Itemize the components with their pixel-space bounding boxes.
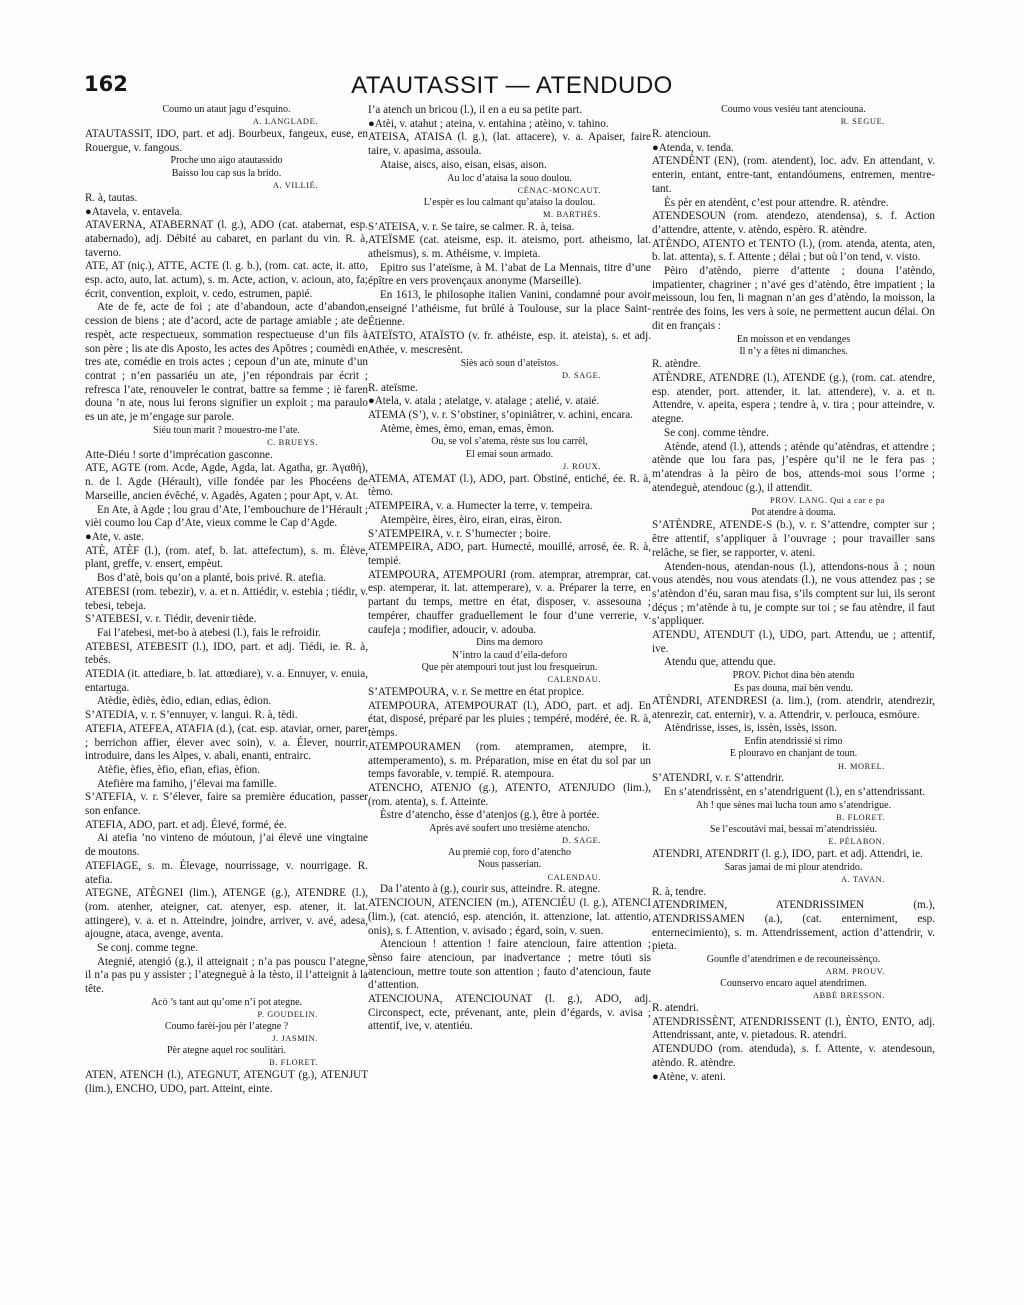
entry-paragraph: ATENDU, ATENDUT (l.), UDO, part. Attendu, ue ; attentif, ive.: [652, 629, 935, 655]
quotation-author: P. GOUDELIN.: [257, 1010, 318, 1020]
quotation-author: CALENDAU.: [547, 675, 601, 685]
entry-example: Atendu que, attendu que.: [664, 656, 776, 669]
entry-paragraph: R. atendri.: [652, 1002, 699, 1015]
quotation-line: Il n’y a fêtes ni dimanches.: [739, 345, 848, 357]
quotation-author: J. ROUX.: [562, 462, 601, 472]
entry-example: Bos d’atè, bois qu’on a planté, bois privé. R. atefia.: [97, 572, 326, 585]
entry-paragraph: ATENDUDO (rom. atenduda), s. f. Attente, v. atendesoun, atèndo. R. atèndre.: [652, 1043, 935, 1069]
entry-paragraph: ATENDRISSÈNT, ATENDRISSENT (l.), ÈNTO, ENTO, adj. Attendrissant, ante, v. pietadous. R. atendri.: [652, 1015, 935, 1042]
entry-paragraph: ATEMPOURAMEN (rom. atempramen, atempre, it. attemperamento), s. m. Préparation, mise en état du sol par un temps favorable, v. tempié. R. atempoura.: [368, 740, 651, 781]
entry-paragraph: ●Atavela, v. entavela.: [85, 205, 183, 218]
entry-paragraph: ATEMPEIRA, v. a. Humecter la terre, v. tempeira.: [368, 500, 593, 513]
entry-paragraph: S’ATENDRI, v. r. S’attendrir.: [652, 772, 785, 785]
quotation-author: J. JASMIN.: [272, 1034, 318, 1044]
entry-paragraph: ATEÏSME (cat. ateisme, esp. it. ateismo, port. atheismo, lat. atheismus), s. m. Athéisme, v. impieta.: [368, 234, 651, 260]
entry-paragraph: Atte-Diéu ! sorte d’imprécation gasconne.: [85, 448, 273, 461]
entry-example: Èstre d’atencho, èsse d’atenjos (g.), être à portée.: [380, 809, 600, 822]
entry-paragraph: S’ATEISA, v. r. Se taire, se calmer. R. à, teisa.: [368, 220, 575, 233]
quotation-author: R. SEGUE.: [840, 117, 885, 127]
quotation-author: E. PÉLABON.: [828, 837, 885, 847]
quotation-line: Gounfle d’atendrimen e de recouneissènço.: [706, 954, 881, 966]
quotation-line: Coumo un ataut jagu d’esquino.: [162, 104, 291, 115]
entry-paragraph: ATAUTASSIT, IDO, part. et adj. Bourbeux, fangeux, euse, en Rouergue, v. fangous.: [85, 128, 368, 154]
quotation-line: Coumo vous vesiéu tant atenciouna.: [721, 104, 866, 115]
column-middle: [368, 104, 651, 1300]
quotation-line: Es pas douna, mai bèn vendu.: [733, 682, 854, 694]
entry-paragraph: ATEBESI (rom. tebezir), v. a. et n. Attiédir, v. estebia ; tiédir, v. tebesi, tebeja.: [85, 585, 368, 612]
page-header: [84, 72, 940, 106]
entry-paragraph: S’ATEDIA, v. r. S’ennuyer, v. langui. R. à, tèdi.: [85, 709, 298, 722]
quotation-line: Pot atendre à douma.: [751, 506, 836, 518]
quotation-author: B. FLORET.: [269, 1058, 318, 1068]
quotation-line: Acò ’s tant aut qu’ome n’i pot ategne.: [150, 996, 303, 1008]
entry-paragraph: S’ATEMPOURA, v. r. Se mettre en état propice.: [368, 686, 585, 699]
quotation-line: N’intro la caud d’eila-deforo: [451, 649, 568, 661]
entry-paragraph: ●Atenda, v. tenda.: [652, 141, 734, 154]
entry-paragraph: ATENCIOUNA, ATENCIOUNAT (l. g.), ADO, adj. Circonspect, ecte, prévenant, ante, plein d’égards, v. avisa ; attentif, ive, v. atentiéu.: [368, 993, 651, 1033]
quotation-author: D. SAGE.: [562, 836, 601, 846]
quotation-line: Siès acò soun d’ateïstos.: [460, 357, 559, 369]
column-right: [652, 104, 935, 1300]
entry-paragraph: ATEFIA, ATEFEA, ATAFIA (d.), (cat. esp. ataviar, orner, parer ; berrichon affier, élever avec soin), v. a. Élever, nourrir, introduire, dans les Alpes, v. abali, enanti, entrairc.: [85, 722, 368, 763]
entry-example: Se conj. comme tèndre.: [664, 426, 769, 439]
entry-paragraph: ATÈNDRE, ATENDRE (l.), ATENDE (g.), (rom. cat. atendre, esp. atender, port. attender, it. lat. attendere), v. a. et n. Attendre, v. apeita, espera ; tendre à, v. tira ; pour atteindre, v. ategne.: [652, 372, 935, 426]
quotation-line: Counservo encaro aquel atendrimen.: [720, 978, 867, 990]
entry-paragraph: ATÈNDO, ATENTO et TENTO (l.), (rom. atenda, atenta, aten, b. lat. attenta), s. f. Attente ; délai ; but où l’on tend, v. visto.: [652, 237, 935, 264]
quotation-author: ARM. PROUV.: [825, 967, 885, 977]
entry-example: Atefière ma famiho, j’élevai ma famille.: [97, 777, 277, 790]
quotation-author: A. LANGLADE.: [252, 117, 318, 127]
entry-example: En s’atendrissènt, en s’atendriguent (l.), en s’attendrissant.: [664, 786, 926, 799]
quotation-author: ABBÉ BRESSON.: [812, 991, 885, 1001]
entry-paragraph: ATENCIOUN, ATENCIEN (m.), ATENCIÉU (l. g.), ATENCI (lim.), (cat. atenció, esp. atención, it. attenzione, lat. attentio, onis), s. f. Attention, v. avisado ; égard, soin, v. suen.: [368, 897, 651, 937]
entry-example: En 1613, le philosophe italien Vanini, condamné pour avoir enseigné l’athéisme, fut brûlé à Toulouse, sur la place Saint-Étienne.: [368, 289, 651, 329]
quotation-line: Baisso lou cap sus la brido.: [171, 167, 282, 179]
quotation-line: E plouravo en chanjant de toun.: [729, 748, 858, 760]
entry-paragraph: R. à, tautas.: [85, 191, 138, 204]
entry-paragraph: ATENDRIMEN, ATENDRISSIMEN (m.), ATENDRISSAMEN (a.), (cat. enterniment, esp. enternecimiento), s. m. Attendrissement, action d’attendrir, v. pieta.: [652, 899, 935, 953]
entry-paragraph: ATEISA, ATAISA (l. g.), (lat. attacere), v. a. Apaiser, faire taire, v. apasima, assoula.: [368, 131, 651, 158]
entry-paragraph: ATEFIAGE, s. m. Élevage, nourrissage, v. nourrigage. R. atefia.: [85, 859, 368, 886]
entry-paragraph: ATENDESOUN (rom. atendezo, atendensa), s. f. Action d’attendre, attente, v. atèndo, espèro. R. atèndre.: [652, 210, 935, 236]
quotation-line: Ah ! que sènes mai lucha toun amo s’atendrigue.: [695, 799, 892, 811]
quotation-line: Proche uno aigo atautassido: [170, 155, 283, 167]
entry-example: Ate de fe, acte de foi ; ate d’abandoun, acte d’abandon, cession de biens ; ate d’acord, acte de partage amiable ; ate de respèt, acte respectueux, sommation respectueuse d’un fils à son père ; lis ate dis Aposto, les actes des Apôtres ; coumèdi en tres ate, comédie en trois actes ; cepoun d’un ate, minute d’un contrat ; n’en passariéu un ate, j’en répondrais par écrit ; refresca l’ate, renouveler le contrat, battre sa femme ; iè faren douna ’n ate, nous lui ferons signifier un exploit ; ma paraulo es un ate, je m’engage sur parole.: [85, 301, 368, 424]
entry-paragraph: ATEN, ATENCH (l.), ATEGNUT, ATENGUT (g.), ATENJUT (lim.), ENCHO, UDO, part. Atteint, einte.: [85, 1068, 368, 1095]
quotation-author: A. TAVAN.: [840, 874, 885, 884]
entry-paragraph: ●Atèi, v. atahut ; ateina, v. entahina ; atèino, v. tahino.: [368, 117, 609, 130]
quotation-line: Se l’escoutàvi mai, bessai m’atendrissiéu.: [709, 823, 878, 835]
entry-paragraph: ATAVERNA, ATABERNAT (l. g.), ADO (cat. atabernat, esp. atabernado), adj. Débité au cabaret, en parlant du vin. R. à, taverno.: [85, 219, 368, 259]
quotation-author: PROV. LANG. Qui a car e pa: [770, 496, 885, 506]
entry-example: Fai l’atebesi, met-bo à atebesi (l.), fais le refroidir.: [97, 626, 321, 639]
entry-example: Ategnié, atengió (g.), il atteignait ; n’a pas pouscu l’ategne, il n’a pas pu y assister ; l’ategneguè à la tèsto, il l’atteignit à la tête.: [85, 955, 368, 996]
quotation-line: L’espèr es lou calmant qu’ataiso la doulou.: [423, 196, 596, 208]
quotation-line: Pèr ategne aquel roc soulitàri.: [166, 1044, 287, 1056]
entry-paragraph: ATEFIA, ADO, part. et adj. Élevé, formé, ée.: [85, 818, 287, 831]
entry-paragraph: ATEDIA (it. attediare, b. lat. attœdiare), v. a. Ennuyer, v. enuia, entartuga.: [85, 668, 368, 694]
quotation-line: Dins ma demoro: [476, 637, 543, 649]
entry-example: Atenden-nous, atendan-nous (l.), attendons-nous à ; noun vous atendès, nou vous atendats (l.), ne vous attendez pas ; se s’atèndon d’éu, saran mau fisa, s’ils comptent sur lui, ils seront déçus ; m’atènde à tu, je compte sur toi ; se fau atèndre, il faut s’appliquer.: [652, 560, 935, 628]
quotation-line: PROV. Pichot dina bèn atendu: [732, 670, 855, 682]
entry-paragraph: ATEMA (S’), v. r. S’obstiner, s’opiniâtrer, v. achini, encara.: [368, 408, 633, 421]
entry-paragraph: ATÈ, ATÈF (l.), (rom. atef, b. lat. attefectum), s. m. Élève, plant, greffe, v. ensert, empèut.: [85, 544, 368, 571]
entry-example: Ataise, aiscs, aiso, eisan, eisas, aison.: [380, 158, 547, 171]
entry-paragraph: ●Ate, v. aste.: [85, 530, 144, 543]
entry-example: Atèdie, èdiès, èdio, edian, edias, èdion.: [97, 695, 272, 708]
quotation-line: El emai soun armado.: [465, 448, 554, 460]
entry-example: Ès pèr en atendènt, c’est pour attendre. R. atèndre.: [664, 196, 889, 209]
quotation-line: Siéu toun marit ? mouestro-me l’ate.: [153, 424, 300, 436]
quotation-author: H. MOREL.: [837, 761, 885, 771]
quotation-author: CALENDAU.: [547, 872, 601, 882]
quotation-author: M. BARTHÉS.: [543, 209, 601, 219]
entry-paragraph: R. atencioun.: [652, 128, 712, 140]
entry-example: Atempèire, èires, èiro, eiran, eiras, èiron.: [380, 513, 563, 526]
entry-example: Ai atefia ’no vinteno de móutoun, j’ai élevé une vingtaine de moutons.: [85, 832, 368, 859]
quotation-line: Que pèr atempouri tout just lou fresqueirun.: [421, 662, 598, 674]
entry-paragraph: ATENCHO, ATENJO (g.), ATENTO, ATENJUDO (lim.), (rom. atenta), s. f. Atteinte.: [368, 781, 651, 808]
entry-example: En Ate, à Agde ; lou grau d’Ate, l’embouchure de l’Hérault ; vièi coumo lou Cap d’Ate, vieux comme le Cap d’Agde.: [85, 503, 368, 530]
quotation-line: Coumo farèi-jou pèr l’ategne ?: [164, 1020, 289, 1032]
quotation-author: B. FLORET.: [836, 813, 885, 823]
entry-example: Da l’atento à (g.), courir sus, atteindre. R. ategne.: [380, 883, 601, 896]
quotation-line: En moisson et en vendanges: [736, 333, 851, 345]
quotation-line: Après avé soufert uno tresième atencho.: [429, 823, 590, 835]
entry-paragraph: ATE, AT (niç.), ATTE, ACTE (l. g. b.), (rom. cat. acte, it. atto, esp. acto, auto, lat. actum), s. m. Acte, action, v. acioun, ato, fa; écrit, convention, exploit, v. cedo, estrumen, papié.: [85, 260, 368, 300]
entry-paragraph: R. ateïsme.: [368, 381, 418, 394]
running-head: ATAUTASSIT — ATENDUDO: [351, 72, 673, 99]
entry-paragraph: S’ATEBESI, v. r. Tiédir, devenir tiède.: [85, 613, 257, 626]
entry-paragraph: ATEBESI, ATEBESIT (l.), IDO, part. et adj. Tiédi, ie. R. à, tebés.: [85, 640, 368, 667]
quotation-line: Nous passerian.: [477, 859, 542, 871]
entry-paragraph: ●Atela, v. atala ; atelatge, v. atalage ; atelié, v. ataié.: [368, 395, 600, 408]
entry-example: Atencioun ! attention ! faire atencioun, faire attention ; sènso faire atencioun, par inadvertance ; metre tóuti sis atencioun, mettre toute son attention ; fauto d’atencioun, faute d’attention.: [368, 938, 651, 992]
quotation-author: D. SAGE.: [562, 370, 601, 380]
entry-example: Atèfie, èfies, èfio, efian, efias, èfion.: [97, 763, 261, 776]
entry-paragraph: S’ATEFIA, v. r. S’élever, faire sa première éducation, passer son enfance.: [85, 791, 368, 818]
quotation-author: A. VILLIÉ.: [272, 181, 318, 191]
quotation-author: C. BRUEYS.: [267, 438, 318, 448]
entry-paragraph: ATEÏSTO, ATAÏSTO (v. fr. athéiste, esp. it. ateista), s. et adj. Athée, v. mescresènt.: [368, 330, 651, 356]
entry-paragraph: S’ATEMPEIRA, v. r. S’humecter ; boire.: [368, 527, 551, 540]
entry-paragraph: ATÈNDRI, ATENDRESI (a. lim.), (rom. atendrir, atendrezir, atenrezir, cat. enternir), v. a. Attendrir, v. perlouca, esmóure.: [652, 694, 935, 721]
entry-paragraph: ●Atène, v. ateni.: [652, 1070, 726, 1083]
entry-paragraph: ATENDRI, ATENDRIT (l. g.), IDO, part. et adj. Attendri, ie.: [652, 847, 923, 860]
entry-paragraph: ATEMPOURA, ATEMPOURAT (l.), ADO, part. et adj. En état, disposé, préparé par les pluies ; tempéré, modéré, ée. R. à, tèmps.: [368, 699, 651, 740]
entry-example: Epitro sus l’ateïsme, à M. l’abat de La Mennais, titre d’une épître en vers provençaux anonyme (Marseille).: [368, 261, 651, 288]
entry-paragraph: I’a atench un bricou (l.), il en a eu sa petite part.: [368, 104, 583, 116]
entry-paragraph: ATEMA, ATEMAT (l.), ADO, part. Obstiné, entiché, ée. R. à, tèmo.: [368, 472, 651, 499]
entry-example: Atènde, atend (l.), attends ; atènde qu’atèndras, et attendre ; atènde que lou fara pas, j’espère qu’il ne le fera pas ; m’atendras à la pèiro de bos, attends-moi sous l’orme ; atendeguè, atendouc (g.), il attendit.: [652, 440, 935, 494]
entry-example: Atème, èmes, èmo, eman, emas, èmon.: [380, 422, 555, 435]
entry-example: Atèndrisse, isses, is, issèn, issès, isson.: [664, 722, 837, 735]
quotation-author: CÉNAC-MONCAUT.: [517, 185, 601, 195]
column-left: [85, 104, 368, 1300]
quotation-line: Au premié cop, foro d’atencho: [447, 847, 571, 859]
quotation-line: Au loc d’ataisa la souo doulou.: [447, 172, 572, 184]
entry-example: Se conj. comme tegne.: [97, 942, 199, 955]
entry-paragraph: ATEMPEIRA, ADO, part. Humecté, mouillé, arrosé, ée. R. à, tempié.: [368, 541, 651, 567]
entry-paragraph: ATE, AGTE (rom. Acde, Agde, Agda, lat. Agatha, gr. Ἀγαθή), n. de l. Agde (Hérault), ville fondée par les Phocéens de Marseille, ancien évêché, v. Agadès, Agaten ; pour Apt, v. At.: [85, 462, 368, 502]
quotation-line: Ou, se vol s’atema, rèste sus lou carrèl,: [431, 436, 588, 448]
entry-paragraph: R. atèndre.: [652, 358, 701, 371]
entry-paragraph: R. à, tendre.: [652, 885, 707, 898]
entry-paragraph: ATEMPOURA, ATEMPOURI (rom. atemprar, atremprar, cat. esp. atemperar, it. lat. attemperare), v. a. Préparer la terre, en partant du temps, mettre en état, disposer, v. assesouna ; tempérer, chauffer graduellement le four d’une verrerie, v. caufeja ; modifier, adoucir, v. adouba.: [368, 568, 651, 636]
entry-paragraph: ATEGNE, ATÈGNEI (lim.), ATENGE (g.), ATENDRE (l.), (rom. atenher, ateigner, cat. atenyer, esp. atener, it. lat. attingere), v. a. et n. Atteindre, joindre, arriver, v. avé, adesa, ajougne, ataca, avenge, aventa.: [85, 887, 368, 941]
page-number: 162: [84, 72, 128, 96]
entry-paragraph: S’ATÈNDRE, ATENDE-S (b.), v. r. S’attendre, compter sur ; être attentif, s’appliquer à l’ouvrage ; pour travailler sans relâche, se fier, se rapporter, v. ateni.: [652, 519, 935, 559]
entry-paragraph: ATENDÈNT (EN), (rom. atendent), loc. adv. En attendant, v. enterin, entant, entre-tant, entandóumens, entremen, mentre-tant.: [652, 155, 935, 195]
quotation-line: Enfin atendrissié si rimo: [744, 736, 843, 748]
quotation-line: Saras jamai de mi plour atendrido.: [724, 861, 863, 873]
entry-example: Pèiro d’atèndo, pierre d’attente ; douna l’atèndo, impatienter, chagriner ; n’avé ges d’atèndo, être impatient ; la meissoun, lou fen, li magnan n’an ges d’atèndo, la moisson, la rentrée des foins, les vers à soie, ne permettent aucun délai. On dit en français :: [652, 265, 935, 332]
